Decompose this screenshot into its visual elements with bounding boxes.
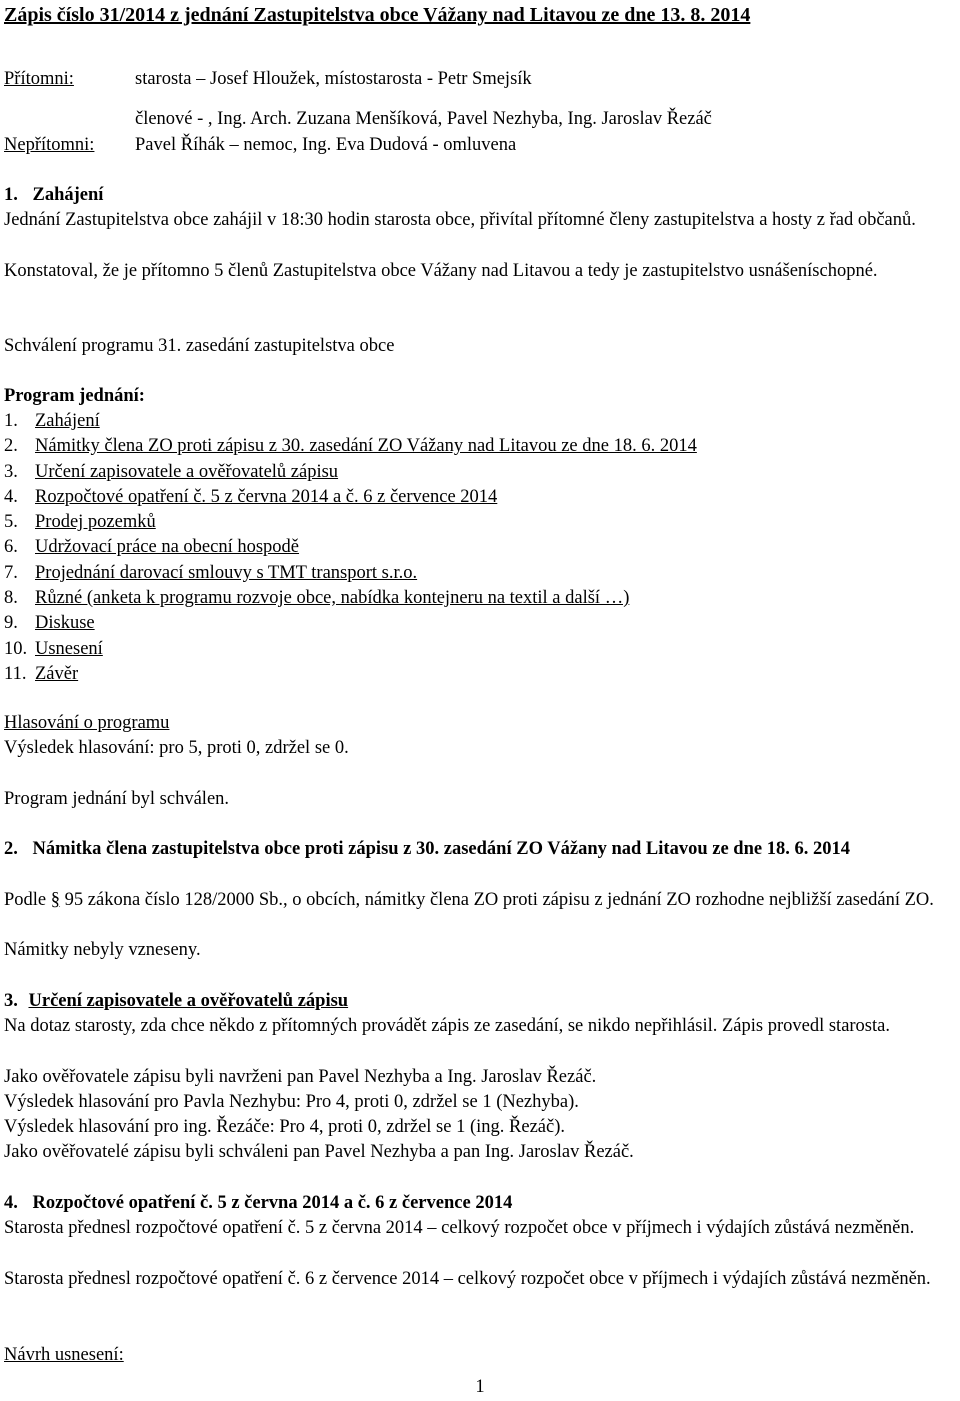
section-4-number: 4. <box>4 1193 18 1213</box>
section-4-heading <box>4 1191 512 1217</box>
section-2-text-b: 95 zákona číslo 128/2000 Sb., o obcích, námitky člena ZO proti zápisu z jednání ZO rozhodne nejbližší zasedání ZO. <box>60 890 934 910</box>
program-item <box>4 510 697 535</box>
present-line-1: starosta – Josef Hloužek, místostarosta - Petr Smejsík <box>135 69 532 89</box>
program-item-text: Prodej pozemků <box>35 512 156 533</box>
absent-line: Pavel Říhák – nemoc, Ing. Eva Dudová - omluvena <box>135 135 517 155</box>
document-title: Zápis číslo 31/2014 z jednání Zastupitelstva obce Vážany nad Litavou ze dne 13. 8. 2014 <box>4 4 751 26</box>
program-item <box>4 637 697 662</box>
program-item-number: 2. <box>4 436 18 457</box>
program-item-number: 10. <box>4 638 28 659</box>
section-2-text-a: Podle <box>4 890 51 910</box>
program-item <box>4 485 697 510</box>
section-4-title: Rozpočtové opatření č. 5 z června 2014 a č. 6 z července 2014 <box>32 1193 513 1213</box>
program-item-text: Diskuse <box>35 613 95 634</box>
program-item <box>4 535 697 560</box>
program-list <box>4 409 697 687</box>
program-item-text: Námitky člena ZO proti zápisu z 30. zasedání ZO Vážany nad Litavou ze dne 18. 6. 2014 <box>35 436 697 457</box>
section-3-title: Určení zapisovatele a ověřovatelů zápisu <box>28 991 349 1011</box>
section-3-paragraph-4: Výsledek hlasování pro ing. Řezáče: Pro 4, proti 0, zdržel se 1 (ing. Řezáč). <box>4 1117 565 1137</box>
program-item <box>4 586 697 611</box>
program-item-text: Rozpočtové opatření č. 5 z června 2014 a č. 6 z července 2014 <box>35 486 498 507</box>
section-2-heading <box>4 837 958 863</box>
section-2-number: 2. <box>4 839 18 859</box>
program-item-number: 4. <box>4 486 18 507</box>
program-item <box>4 409 697 434</box>
proposal-heading: Návrh usnesení: <box>4 1345 124 1365</box>
paragraph-symbol: § <box>50 890 61 910</box>
program-item <box>4 434 697 459</box>
program-item-number: 8. <box>4 588 18 609</box>
program-item-text: Usnesení <box>35 638 103 659</box>
program-item-number: 3. <box>4 461 18 482</box>
section-4-paragraph-2: Starosta přednesl rozpočtové opatření č. 6 z července 2014 – celkový rozpočet obce v příjmech i výdajích zůstává nezměněn. <box>4 1269 931 1289</box>
absent-label: Nepřítomni: <box>4 135 95 155</box>
program-item-text: Zahájení <box>35 411 100 431</box>
program-item-number: 11. <box>4 663 27 684</box>
section-3-paragraph-5: Jako ověřovatelé zápisu byli schváleni pan Pavel Nezhyba a pan Ing. Jaroslav Řezáč. <box>4 1142 634 1162</box>
program-item-text: Udržovací práce na obecní hospodě <box>35 537 300 558</box>
program-item-number: 9. <box>4 613 18 634</box>
program-approval-line: Schválení programu 31. zasedání zastupitelstva obce <box>4 336 395 356</box>
program-item-text: Závěr <box>35 663 79 684</box>
vote-result: Výsledek hlasování: pro 5, proti 0, zdržel se 0. <box>4 738 349 758</box>
section-3-paragraph-3: Výsledek hlasování pro Pavla Nezhybu: Pro 4, proti 0, zdržel se 1 (Nezhyba). <box>4 1092 579 1112</box>
program-item-number: 5. <box>4 512 18 533</box>
present-label: Přítomni: <box>4 69 74 89</box>
section-1-paragraph-1: Jednání Zastupitelstva obce zahájil v 18:30 hodin starosta obce, přivítal přítomné členy zastupitelstva a hosty z řad občanů. <box>4 210 916 230</box>
section-3-paragraph-2: Jako ověřovatele zápisu byli navrženi pan Pavel Nezhyba a Ing. Jaroslav Řezáč. <box>4 1067 597 1087</box>
section-3-paragraph-1: Na dotaz starosty, zda chce někdo z přítomných provádět zápis ze zasedání, se nikdo nepřihlásil. Zápis provedl starosta. <box>4 1016 890 1036</box>
program-item <box>4 611 697 636</box>
program-item <box>4 561 697 586</box>
section-2-paragraph-2: Námitky nebyly vzneseny. <box>4 940 201 960</box>
section-1-number: 1. <box>4 185 18 205</box>
program-item-text: Určení zapisovatele a ověřovatelů zápisu <box>35 461 339 482</box>
program-item-number: 6. <box>4 537 18 558</box>
page-number: 1 <box>475 1377 485 1397</box>
program-item <box>4 662 697 687</box>
program-item-text: Různé (anketa k programu rozvoje obce, nabídka kontejneru na textil a další …) <box>35 588 630 609</box>
vote-heading: Hlasování o programu <box>4 713 170 733</box>
program-item <box>4 460 697 485</box>
program-heading: Program jednání: <box>4 386 145 406</box>
section-3-heading <box>4 989 348 1015</box>
section-1-heading <box>4 183 103 209</box>
present-line-2: členové - , Ing. Arch. Zuzana Menšíková, Pavel Nezhyba, Ing. Jaroslav Řezáč <box>135 109 712 129</box>
program-item-text: Projednání darovací smlouvy s TMT transport s.r.o. <box>35 562 418 583</box>
section-2-paragraph-1 <box>4 888 954 914</box>
section-1-title: Zahájení <box>32 185 104 205</box>
section-1-paragraph-2: Konstatoval, že je přítomno 5 členů Zastupitelstva obce Vážany nad Litavou a tedy je zastupitelstvo usnášeníschopné. <box>4 261 878 281</box>
section-2-title: Námitka člena zastupitelstva obce proti zápisu z 30. zasedání ZO Vážany nad Litavou ze dne 18. 6. 2014 <box>32 839 850 859</box>
program-item-number: 1. <box>4 411 18 431</box>
program-approved: Program jednání byl schválen. <box>4 789 230 809</box>
section-3-number: 3. <box>4 991 18 1011</box>
program-item-number: 7. <box>4 562 18 583</box>
section-4-paragraph-1: Starosta přednesl rozpočtové opatření č. 5 z června 2014 – celkový rozpočet obce v příjmech i výdajích zůstává nezměněn. <box>4 1218 915 1238</box>
